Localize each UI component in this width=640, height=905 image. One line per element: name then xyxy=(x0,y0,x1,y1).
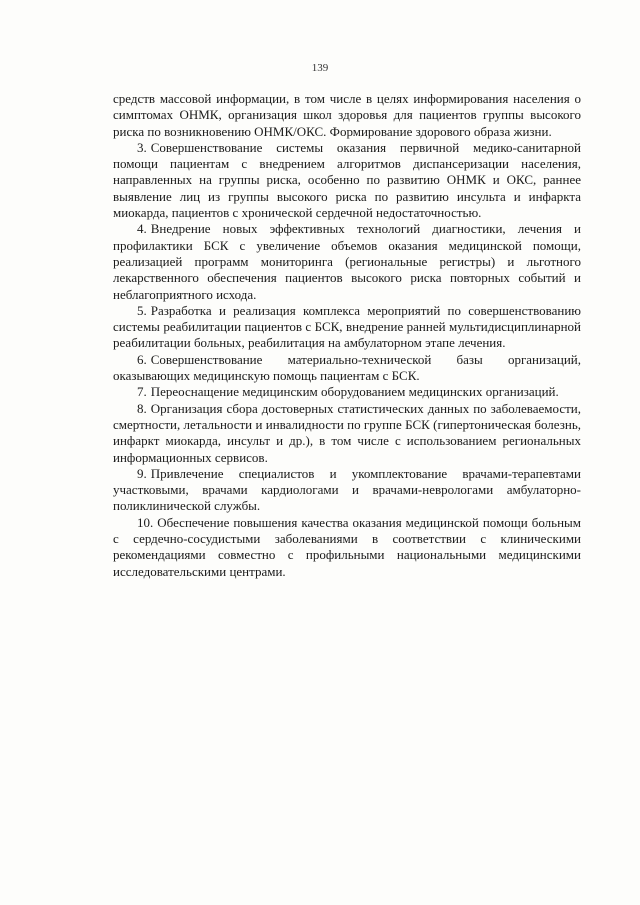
item-number: 4. xyxy=(137,221,147,237)
item-text: Привлечение специалистов и укомплектование врачами-терапевтами участковыми, врачами кардиологами и врачами-неврологами амбулаторно-поликлинической службы. xyxy=(113,465,581,514)
list-item-8 xyxy=(113,401,581,466)
item-text: Внедрение новых эффективных технологий диагностики, лечения и профилактики БСК с увеличение объемов оказания медицинской помощи, реализацией программ мониторинга (региональные регистры) и льготного лекарственного обеспечения пациентов высокого риска повторных событий и неблагоприятного исхода. xyxy=(113,221,581,302)
list-item-6 xyxy=(113,352,581,385)
item-text: Совершенствование системы оказания первичной медико-санитарной помощи пациентам с внедрением алгоритмов диспансеризации населения, направленных на группы риска, особенно по развитию ОНМК и ОКС, раннее выявление лиц из группы высокого риска по развитию инсульта и инфаркта миокарда, пациентов с хронической сердечной недостаточностью. xyxy=(113,139,581,221)
item-number: 7. xyxy=(137,384,147,400)
item-number: 6. xyxy=(137,351,147,367)
item-text: Организация сбора достоверных статистических данных по заболеваемости, смертности, летальности и инвалидности по группе БСК (гипертоническая болезнь, инфаркт миокарда, инсульт и др.), в том числе с использованием региональных информационных сервисов. xyxy=(113,400,581,465)
paragraph-text: средств массовой информации, в том числе в целях информирования населения о симптомах ОНМК, организация школ здоровья для пациентов группы высокого риска по возникновению ОНМК/ОКС. Формирование здорового образа жизни. xyxy=(113,91,581,139)
item-number: 3. xyxy=(137,139,147,155)
item-number: 9. xyxy=(137,465,147,481)
item-number: 10. xyxy=(137,514,154,530)
list-item-10 xyxy=(113,515,581,580)
list-item-9 xyxy=(113,466,581,515)
document-body xyxy=(113,91,581,580)
item-number: 8. xyxy=(137,400,147,416)
item-text: Обеспечение повышения качества оказания медицинской помощи больным с сердечно-сосудистыми заболеваниями в соответствии с клиническими рекомендациями совместно с профильными национальными медицинскими исследовательскими центрами. xyxy=(113,514,581,579)
list-item-5 xyxy=(113,303,581,352)
paragraph-continuation xyxy=(113,91,581,140)
item-text: Совершенствование материально-технической базы организаций, оказывающих медицинскую помощь пациентам с БСК. xyxy=(113,351,581,384)
item-text: Переоснащение медицинским оборудованием медицинских организаций. xyxy=(150,384,559,400)
list-item-3 xyxy=(113,140,581,221)
item-text: Разработка и реализация комплекса мероприятий по совершенствованию системы реабилитации пациентов с БСК, внедрение ранней мультидисциплинарной реабилитации больных, реабилитация на амбулаторном этапе лечения. xyxy=(113,302,581,351)
item-number: 5. xyxy=(137,302,147,318)
list-item-4 xyxy=(113,221,581,302)
page-number: 139 xyxy=(311,62,329,74)
list-item-7 xyxy=(113,384,581,400)
